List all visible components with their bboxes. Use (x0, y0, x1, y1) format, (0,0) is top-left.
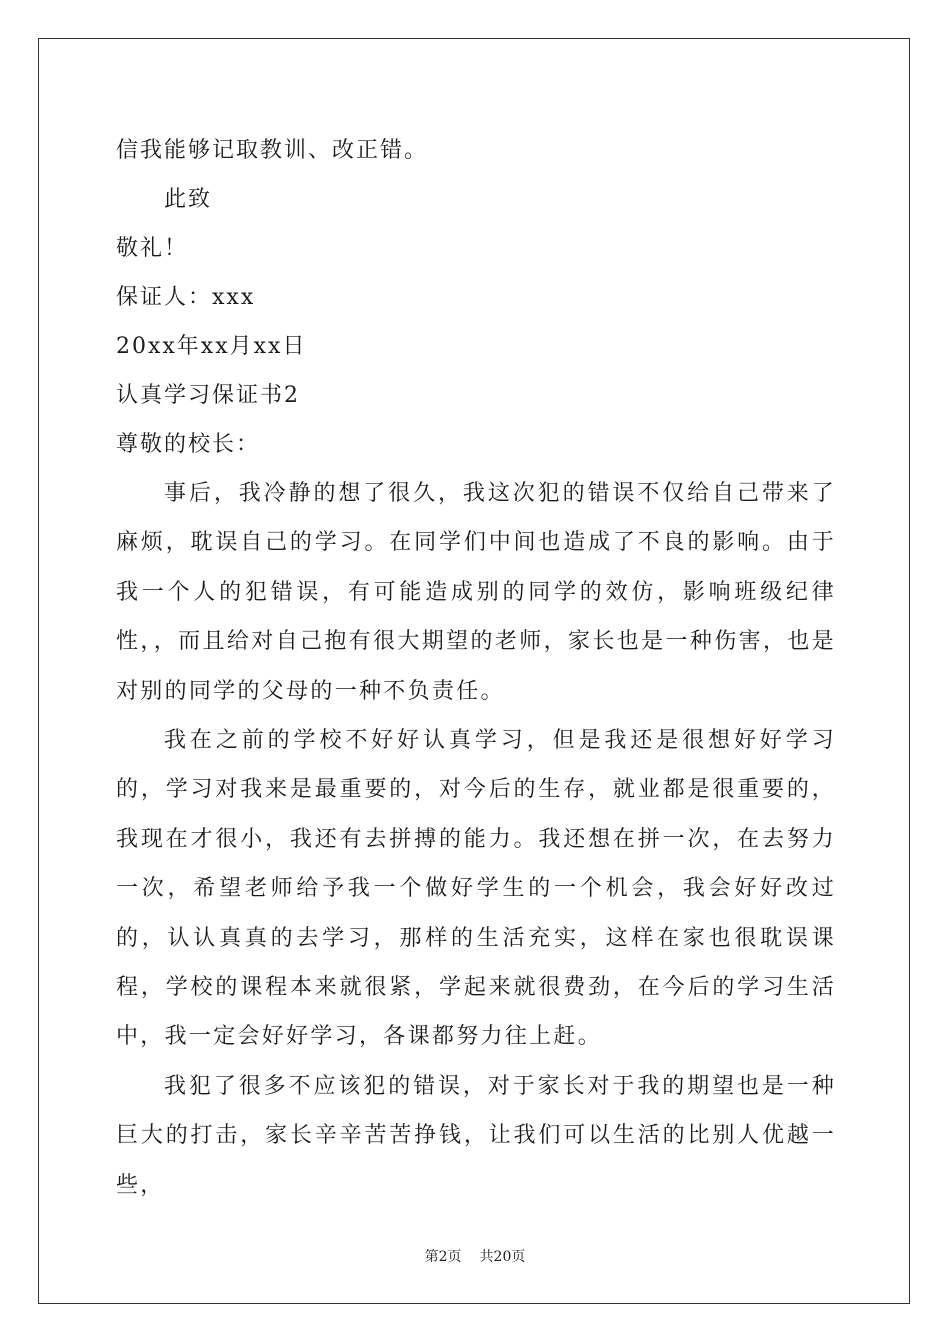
addressee-line: 尊敬的校长： (116, 432, 261, 457)
date-line: 20xx年xx月xx日 (116, 334, 307, 359)
page-number: 第2页 (424, 1249, 462, 1265)
paragraph: 我在之前的学校不好好认真学习，但是我还是很想好好学习的，学习对我来是最重要的，对今后的生存，就业都是很重要的，我现在才很小，我还有去拼搏的能力。我还想在拼一次，在去努力一次，希望老师给予我一个做好学生的一个机会，我会好好改过的，认认真真的去学习，那样的生活充实，这样在家也很耽误课程，学校的课程本来就很紧，学起来就很费劲，在今后的学习生活中，我一定会好好学习，各课都努力往上赶。 (116, 728, 836, 1050)
paragraph: 事后，我冷静的想了很久，我这次犯的错误不仅给自己带来了麻烦，耽误自己的学习。在同学们中间也造成了不良的影响。由于我一个人的犯错误，有可能造成别的同学的效仿，影响班级纪律性，，而且给对自己抱有很大期望的老师，家长也是一种伤害，也是对别的同学的父母的一种不负责任。 (116, 481, 836, 704)
section-title: 认真学习保证书2 (116, 383, 300, 408)
closing-regards: 敬礼！ (116, 236, 189, 261)
closing-salutation: 此致 (164, 187, 213, 212)
document-body (116, 126, 836, 1210)
guarantor-line: 保证人：xxx (116, 285, 256, 310)
paragraph: 我犯了很多不应该犯的错误，对于家长对于我的期望也是一种巨大的打击，家长辛辛苦苦挣钱，让我们可以生活的比别人优越一些， (116, 1073, 836, 1198)
text-line: 信我能够记取教训、改正错。 (116, 138, 429, 163)
page-total: 共20页 (479, 1249, 526, 1265)
page-footer (0, 1246, 950, 1266)
